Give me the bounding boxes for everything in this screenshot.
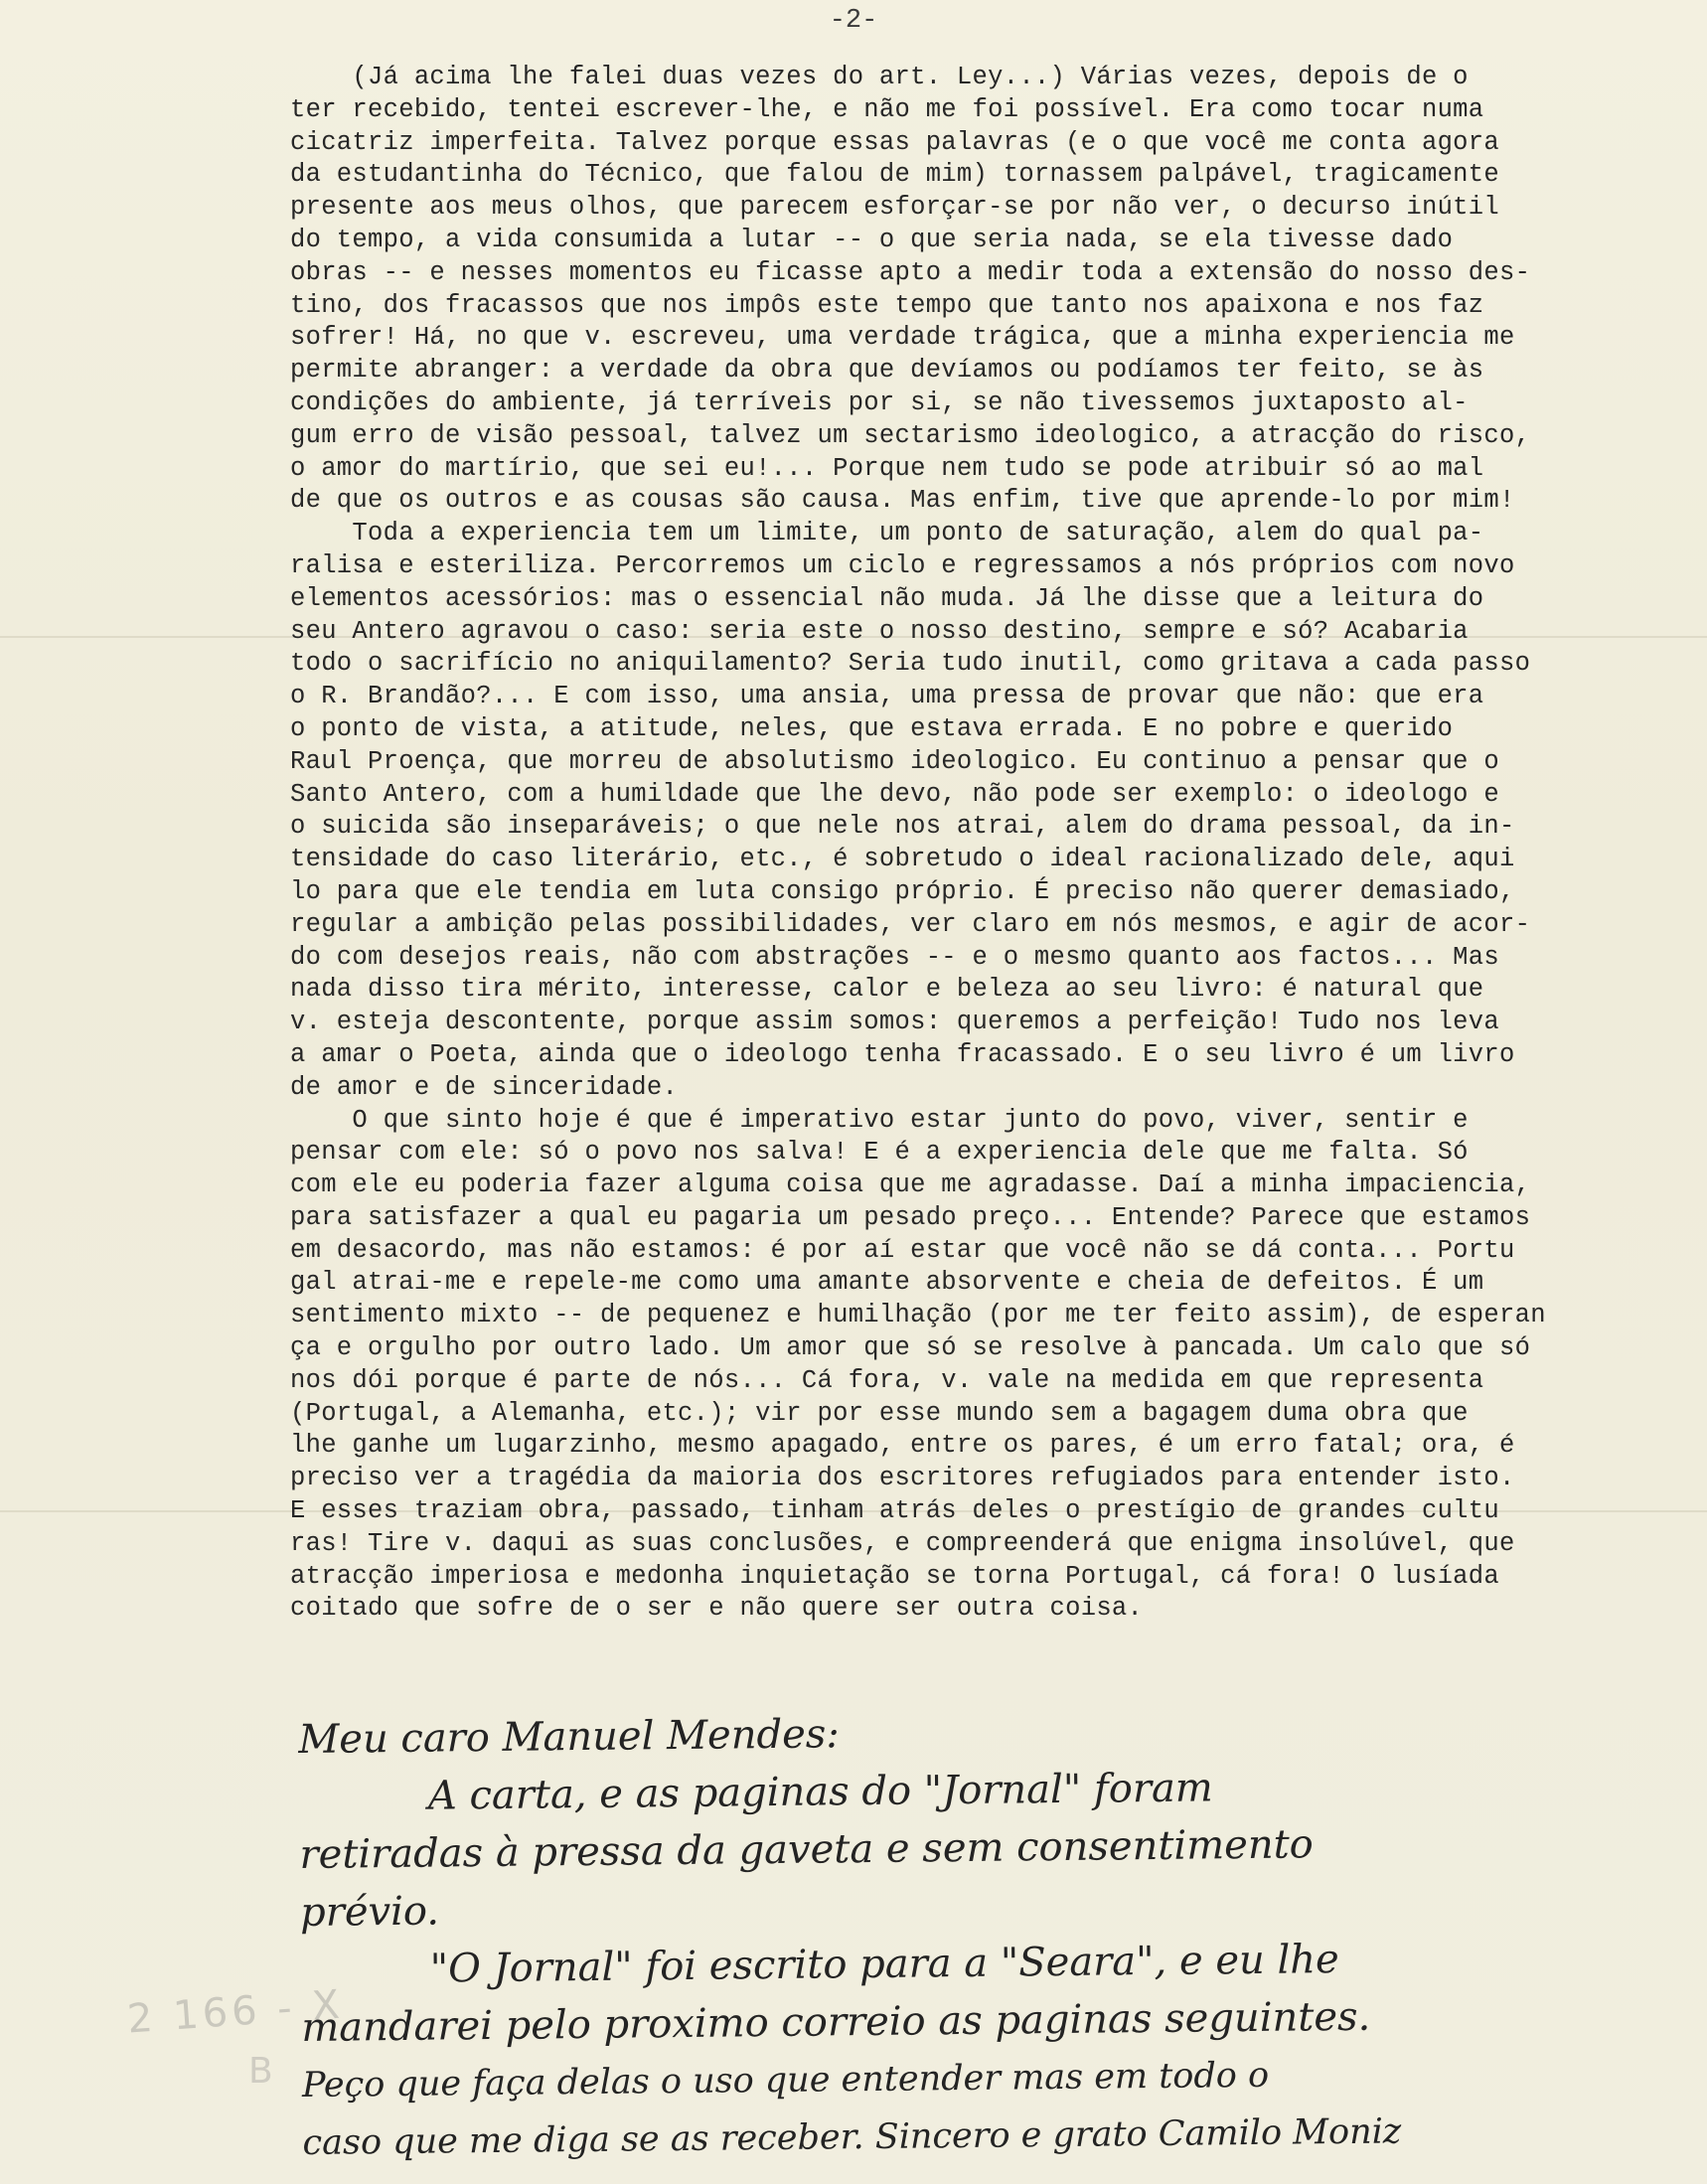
handwritten-line-signature: caso que me diga se as receber. Sincero e grato Camilo Moniz [302, 2111, 1402, 2163]
typed-line: preciso ver a tragédia da maioria dos escritores refugiados para entender isto. [290, 1464, 1515, 1493]
typed-line: Toda a experiencia tem um limite, um ponto de saturação, alem do qual pa- [290, 519, 1484, 548]
typed-line: permite abranger: a verdade da obra que devíamos ou podíamos ter feito, se às [290, 356, 1484, 386]
typed-line: o amor do martírio, que sei eu!... Porque nem tudo se pode atribuir só ao mal [290, 453, 1484, 483]
typed-line: Santo Antero, com a humildade que lhe devo, não pode ser exemplo: o ideologo e [290, 779, 1499, 809]
handwritten-line: prévio. [299, 1888, 440, 1936]
typed-line: tino, dos fracassos que nos impôs este tempo que tanto nos apaixona e nos faz [290, 290, 1484, 320]
typed-line: coitado que sofre de o ser e não quere ser outra coisa. [290, 1594, 1144, 1624]
typed-line: lhe ganhe um lugarzinho, mesmo apagado, entre os pares, é um erro fatal; ora, é [290, 1431, 1515, 1461]
typed-line: atracção imperiosa e medonha inquietação se torna Portugal, cá fora! O lusíada [290, 1561, 1499, 1591]
typed-line: sofrer! Há, no que v. escreveu, uma verdade trágica, que a minha experiencia me [290, 323, 1515, 353]
typed-line: de que os outros e as cousas são causa. Mas enfim, tive que aprende-lo por mim! [290, 486, 1515, 516]
typed-line: o suicida são inseparáveis; o que nele nos atrai, alem do drama pessoal, da in- [290, 812, 1515, 842]
handwritten-line: Peço que faça delas o uso que entender mas em todo o [301, 2055, 1270, 2106]
typed-line: com ele eu poderia fazer alguma coisa que me agradasse. Daí a minha impaciencia, [290, 1170, 1531, 1200]
typed-line: de amor e de sinceridade. [290, 1072, 679, 1102]
typed-line: pensar com ele: só o povo nos salva! E é a experiencia dele que me falta. Só [290, 1138, 1469, 1168]
typed-line: nada disso tira mérito, interesse, calor e beleza ao seu livro: é natural que [290, 975, 1484, 1005]
typed-line: ralisa e esteriliza. Percorremos um ciclo e regressamos a nós próprios com novo [290, 550, 1515, 580]
typed-line: seu Antero agravou o caso: seria este o nosso destino, sempre e só? Acabaria [290, 616, 1469, 646]
typed-line: presente aos meus olhos, que parecem esforçar-se por não ver, o decurso inútil [290, 193, 1499, 223]
archive-pencil-mark: 2 166 - X [125, 1981, 346, 2043]
typed-line: obras -- e nesses momentos eu ficasse apto a medir toda a extensão do nosso des- [290, 257, 1531, 287]
typed-line: elementos acessórios: mas o essencial não muda. Já lhe disse que a leitura do [290, 583, 1484, 613]
typed-line: do tempo, a vida consumida a lutar -- o que seria nada, se ela tivesse dado [290, 225, 1454, 254]
typed-line: da estudantinha do Técnico, que falou de mim) tornassem palpável, tragicamente [290, 160, 1499, 190]
typed-letter-body [290, 62, 1641, 1626]
typed-line: nos dói porque é parte de nós... Cá fora, v. vale na medida em que representa [290, 1365, 1484, 1395]
typed-line: ras! Tire v. daqui as suas conclusões, e compreenderá que enigma insolúvel, que [290, 1528, 1515, 1558]
typed-line: a amar o Poeta, ainda que o ideologo tenha fracassado. E o seu livro é um livro [290, 1039, 1515, 1069]
typed-line: cicatriz imperfeita. Talvez porque essas palavras (e o que você me conta agora [290, 127, 1499, 157]
typed-line: do com desejos reais, não com abstrações -- e o mesmo quanto aos factos... Mas [290, 942, 1499, 972]
typed-line: ça e orgulho por outro lado. Um amor que só se resolve à pancada. Um calo que só [290, 1333, 1531, 1363]
typed-line: condições do ambiente, já terríveis por si, se não tivessemos juxtaposto al- [290, 388, 1469, 417]
typed-line: (Já acima lhe falei duas vezes do art. Ley...) Várias vezes, depois de o [290, 63, 1469, 91]
typed-line: para satisfazer a qual eu pagaria um pesado preço... Entende? Parece que estamos [290, 1202, 1531, 1232]
typed-line: tensidade do caso literário, etc., é sobretudo o ideal racionalizado dele, aqui [290, 845, 1515, 874]
typed-line: regular a ambição pelas possibilidades, ver claro em nós mesmos, e agir de acor- [290, 909, 1531, 939]
archive-pencil-mark-sub: B [248, 2051, 273, 2092]
typed-line: sentimento mixto -- de pequenez e humilhação (por me ter feito assim), de esperan [290, 1301, 1546, 1330]
typed-line: E esses traziam obra, passado, tinham atrás deles o prestígio de grandes cultu [290, 1496, 1499, 1526]
handwritten-line: A carta, e as paginas do "Jornal" foram [427, 1765, 1213, 1819]
handwritten-line: mandarei pelo proximo correio as paginas seguintes. [301, 1993, 1371, 2051]
typed-line: o ponto de vista, a atitude, neles, que estava errada. E no pobre e querido [290, 713, 1454, 743]
typed-line: todo o sacrifício no aniquilamento? Seria tudo inutil, como gritava a cada passo [290, 649, 1531, 679]
typed-line: (Portugal, a Alemanha, etc.); vir por esse mundo sem a bagagem duma obra que [290, 1398, 1469, 1428]
typed-line: ter recebido, tentei escrever-lhe, e não me foi possível. Era como tocar numa [290, 94, 1484, 124]
typed-line: gum erro de visão pessoal, talvez um sectarismo ideologico, a atracção do risco, [290, 420, 1531, 450]
handwritten-line: "O Jornal" foi escrito para a "Seara", e eu lhe [429, 1937, 1339, 1992]
handwritten-line: retiradas à pressa da gaveta e sem consentimento [299, 1821, 1314, 1878]
typed-line: Raul Proença, que morreu de absolutismo ideologico. Eu continuo a pensar que o [290, 746, 1499, 776]
typed-line: lo para que ele tendia em luta consigo próprio. É preciso não querer demasiado, [290, 876, 1515, 906]
handwritten-note [298, 1696, 1684, 2172]
typed-line: em desacordo, mas não estamos: é por aí estar que você não se dá conta... Portu [290, 1235, 1515, 1265]
page-number: -2- [829, 6, 878, 36]
typed-line: gal atrai-me e repele-me como uma amante absorvente e cheia de defeitos. É um [290, 1268, 1484, 1298]
handwritten-salutation: Meu caro Manuel Mendes: [298, 1711, 840, 1763]
typed-line: o R. Brandão?... E com isso, uma ansia, uma pressa de provar que não: que era [290, 682, 1484, 711]
typed-line: O que sinto hoje é que é imperativo estar junto do povo, viver, sentir e [290, 1105, 1469, 1135]
typed-line: v. esteja descontente, porque assim somos: queremos a perfeição! Tudo nos leva [290, 1008, 1499, 1037]
